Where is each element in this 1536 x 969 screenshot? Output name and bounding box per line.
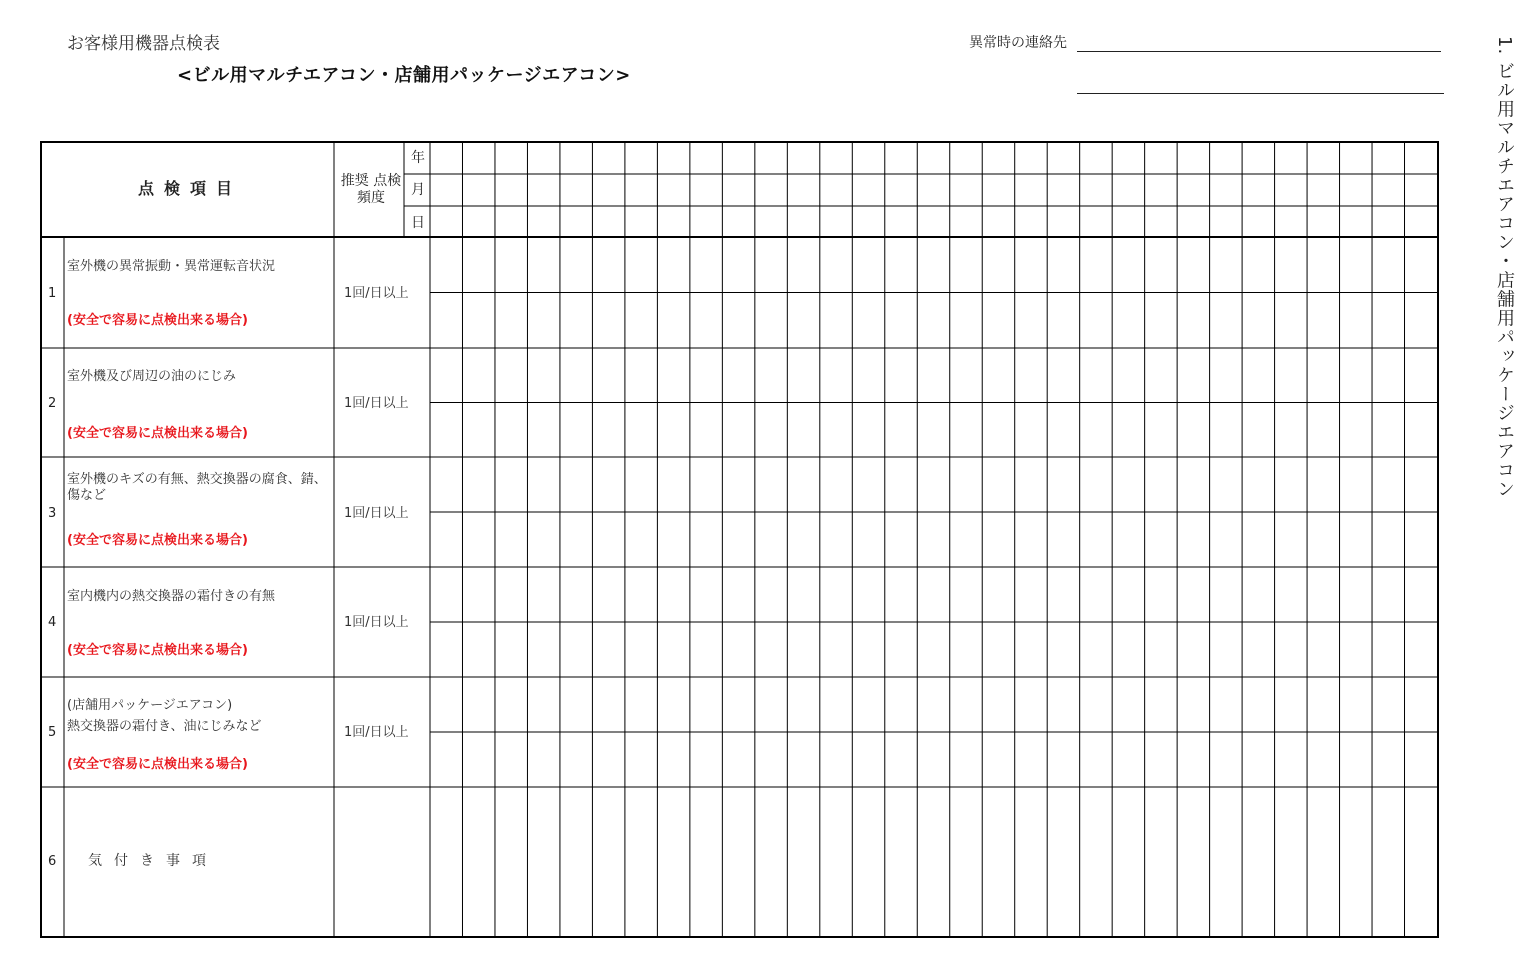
row-4-note: (安全で容易に点検出来る場合) (67, 643, 248, 658)
row-1-number: 1 (48, 286, 57, 301)
row-1-note: (安全で容易に点検出来る場合) (67, 313, 248, 328)
row-3-number: 3 (48, 506, 57, 521)
row-2-note: (安全で容易に点検出来る場合) (67, 426, 248, 441)
notes-label: 気付き事項 (88, 853, 218, 869)
row-4-number: 4 (48, 615, 57, 630)
document-subtitle: <ビル用マルチエアコン・店舗用パッケージエアコン> (177, 65, 631, 86)
side-caption: 1. ビル用マルチエアコン・店舗用パッケージエアコン (1494, 36, 1515, 499)
row-2-description: 室外機及び周辺の油のにじみ (67, 369, 237, 384)
row-5-frequency: 1回/日以上 (344, 725, 409, 740)
header-item-label: 点検項目 (138, 179, 243, 198)
row-3-frequency: 1回/日以上 (344, 506, 409, 521)
row-2-number: 2 (48, 396, 57, 411)
row-5-description-line-2: 熱交換器の霜付き、油にじみなど (67, 719, 262, 734)
contact-label: 異常時の連絡先 (969, 35, 1067, 51)
row-5-description-line-1: (店舗用パッケージエアコン) (67, 698, 233, 713)
document-title: お客様用機器点検表 (67, 34, 220, 54)
header-month-label: 月 (411, 182, 425, 198)
row-5-number: 5 (48, 725, 57, 740)
row-5-note: (安全で容易に点検出来る場合) (67, 757, 248, 772)
header-year-label: 年 (411, 150, 425, 166)
contact-line-1 (1077, 51, 1441, 52)
inspection-table (40, 141, 1439, 938)
contact-line-2 (1077, 93, 1444, 94)
row-2-frequency: 1回/日以上 (344, 396, 409, 411)
row-1-frequency: 1回/日以上 (344, 286, 409, 301)
row-3-note: (安全で容易に点検出来る場合) (67, 533, 248, 548)
row-1-description: 室外機の異常振動・異常運転音状況 (67, 259, 276, 274)
row-3-description: 室外機のキズの有無、熱交換器の腐食、錆、 傷など (67, 472, 327, 504)
header-day-label: 日 (411, 215, 425, 231)
row-4-description: 室内機内の熱交換器の霜付きの有無 (67, 589, 276, 604)
row-6-number: 6 (48, 854, 57, 869)
row-4-frequency: 1回/日以上 (344, 615, 409, 630)
header-frequency-label: 推奨 点検頻度 (340, 173, 402, 206)
